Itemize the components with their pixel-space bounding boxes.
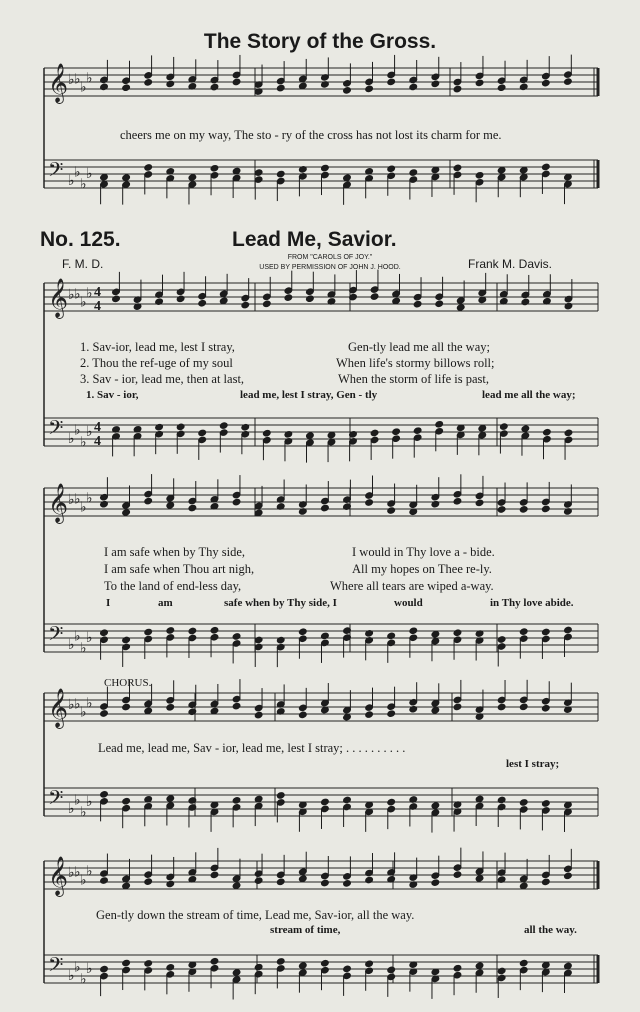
svg-text:♭: ♭ bbox=[80, 872, 87, 889]
svg-text:4: 4 bbox=[94, 434, 101, 449]
bass-lyric-b5: in Thy love abide. bbox=[490, 597, 574, 609]
verse-1a-left: 1. Sav-ior, lead me, lest I stray, bbox=[80, 340, 235, 354]
svg-text:♭: ♭ bbox=[68, 492, 75, 508]
verse-3a-right: When the storm of life is past, bbox=[338, 372, 490, 386]
verse-2a-left: 2. Thou the ref-uge of my soul bbox=[80, 356, 233, 370]
svg-text:♭: ♭ bbox=[80, 640, 87, 657]
svg-text:♭: ♭ bbox=[86, 794, 93, 810]
svg-text:♭: ♭ bbox=[68, 968, 75, 984]
svg-text:♭: ♭ bbox=[86, 961, 93, 977]
svg-text:𝄞: 𝄞 bbox=[48, 688, 69, 728]
svg-text:♭: ♭ bbox=[86, 490, 93, 507]
verse-1a-right: Gen-tly lead me all the way; bbox=[348, 340, 490, 354]
svg-text:♭: ♭ bbox=[68, 287, 75, 303]
svg-text:♭: ♭ bbox=[74, 286, 81, 303]
svg-text:𝄞: 𝄞 bbox=[48, 63, 69, 103]
svg-text:𝄞: 𝄞 bbox=[48, 278, 69, 318]
svg-text:♭: ♭ bbox=[80, 294, 87, 311]
verse-1b-left: I am safe when by Thy side, bbox=[104, 545, 246, 559]
svg-text:♭: ♭ bbox=[80, 79, 87, 96]
svg-text:𝄢: 𝄢 bbox=[48, 622, 64, 650]
svg-text:♭: ♭ bbox=[80, 804, 87, 821]
svg-text:♭: ♭ bbox=[86, 863, 93, 880]
svg-text:♭: ♭ bbox=[80, 434, 87, 451]
hymn-title: Lead Me, Savior. bbox=[232, 228, 397, 251]
svg-text:♭: ♭ bbox=[80, 176, 87, 193]
svg-text:𝄞: 𝄞 bbox=[48, 856, 69, 896]
verse-2a-right: When life's stormy billows roll; bbox=[336, 356, 495, 370]
chorus-lyric-2: Gen-tly down the stream of time, Lead me, Sav-ior, all the way. bbox=[96, 908, 415, 922]
bass-lyric-a3: lead me all the way; bbox=[482, 389, 576, 401]
music-credit: Frank M. Davis. bbox=[468, 257, 553, 271]
verse-3a-left: 3. Sav - ior, lead me, then at last, bbox=[80, 372, 245, 386]
top-hymn-lyric: cheers me on my way, The sto - ry of the cross has not lost its charm for me. bbox=[120, 128, 502, 142]
source-line-1: FROM "CAROLS OF JOY." bbox=[287, 254, 373, 261]
verse-3b-right: Where all tears are wiped a-way. bbox=[330, 579, 494, 593]
bass-lyric-b4: would bbox=[394, 597, 423, 609]
svg-text:4: 4 bbox=[94, 285, 101, 300]
source-line-2: USED BY PERMISSION OF JOHN J. HOOD. bbox=[259, 264, 401, 271]
words-credit: F. M. D. bbox=[62, 257, 104, 271]
top-hymn-title: The Story of the Gross. bbox=[203, 30, 437, 53]
svg-text:♭: ♭ bbox=[74, 864, 81, 881]
verse-2b-right: All my hopes on Thee re-ly. bbox=[352, 562, 492, 576]
verse-1b-right: I would in Thy love a - bide. bbox=[352, 545, 495, 559]
svg-text:♭: ♭ bbox=[68, 431, 75, 447]
bass-lyric-b1: I bbox=[106, 597, 111, 609]
svg-text:♭: ♭ bbox=[68, 637, 75, 653]
svg-text:♭: ♭ bbox=[86, 285, 93, 302]
chorus-echo-1: lest I stray; bbox=[506, 758, 560, 770]
svg-text:♭: ♭ bbox=[74, 71, 81, 88]
source-credit bbox=[200, 253, 460, 273]
svg-text:♭: ♭ bbox=[74, 628, 81, 645]
svg-text:♭: ♭ bbox=[80, 499, 87, 516]
svg-text:𝄢: 𝄢 bbox=[48, 786, 64, 814]
svg-text:♭: ♭ bbox=[86, 630, 93, 646]
svg-text:♭: ♭ bbox=[74, 491, 81, 508]
bass-lyric-b3: safe when by Thy side, I bbox=[224, 597, 337, 609]
svg-text:♭: ♭ bbox=[74, 164, 81, 181]
svg-text:♭: ♭ bbox=[80, 704, 87, 721]
svg-text:♭: ♭ bbox=[74, 792, 81, 809]
chorus-lyric-1: Lead me, lead me, Sav - ior, lead me, lest I stray; . . . . . . . . . . bbox=[98, 741, 406, 755]
svg-text:♭: ♭ bbox=[86, 70, 93, 87]
chorus-echo-2a: stream of time, bbox=[270, 924, 341, 936]
chorus-label: CHORUS. bbox=[104, 677, 152, 689]
svg-text:𝄢: 𝄢 bbox=[48, 158, 64, 186]
bass-lyric-a1: 1. Sav - ior, bbox=[86, 389, 139, 401]
svg-text:4: 4 bbox=[94, 420, 101, 435]
svg-text:♭: ♭ bbox=[74, 696, 81, 713]
svg-text:♭: ♭ bbox=[68, 173, 75, 189]
svg-text:4: 4 bbox=[94, 299, 101, 314]
hymn-number: No. 125. bbox=[40, 228, 121, 251]
bass-lyric-b2: am bbox=[158, 597, 173, 609]
svg-text:♭: ♭ bbox=[68, 72, 75, 88]
verse-2b-left: I am safe when Thou art nigh, bbox=[104, 562, 255, 576]
svg-text:𝄢: 𝄢 bbox=[48, 416, 64, 444]
verse-3b-left: To the land of end-less day, bbox=[104, 579, 242, 593]
svg-text:♭: ♭ bbox=[80, 971, 87, 988]
svg-text:♭: ♭ bbox=[68, 801, 75, 817]
svg-text:𝄞: 𝄞 bbox=[48, 483, 69, 523]
svg-text:♭: ♭ bbox=[74, 422, 81, 439]
svg-text:♭: ♭ bbox=[68, 697, 75, 713]
svg-text:♭: ♭ bbox=[86, 166, 93, 182]
chorus-echo-2b: all the way. bbox=[524, 924, 577, 936]
svg-text:𝄢: 𝄢 bbox=[48, 953, 64, 981]
svg-text:♭: ♭ bbox=[86, 424, 93, 440]
svg-text:♭: ♭ bbox=[86, 695, 93, 712]
svg-text:♭: ♭ bbox=[68, 865, 75, 881]
bass-lyric-a2: lead me, lest I stray, Gen - tly bbox=[240, 389, 378, 401]
svg-text:♭: ♭ bbox=[74, 959, 81, 976]
